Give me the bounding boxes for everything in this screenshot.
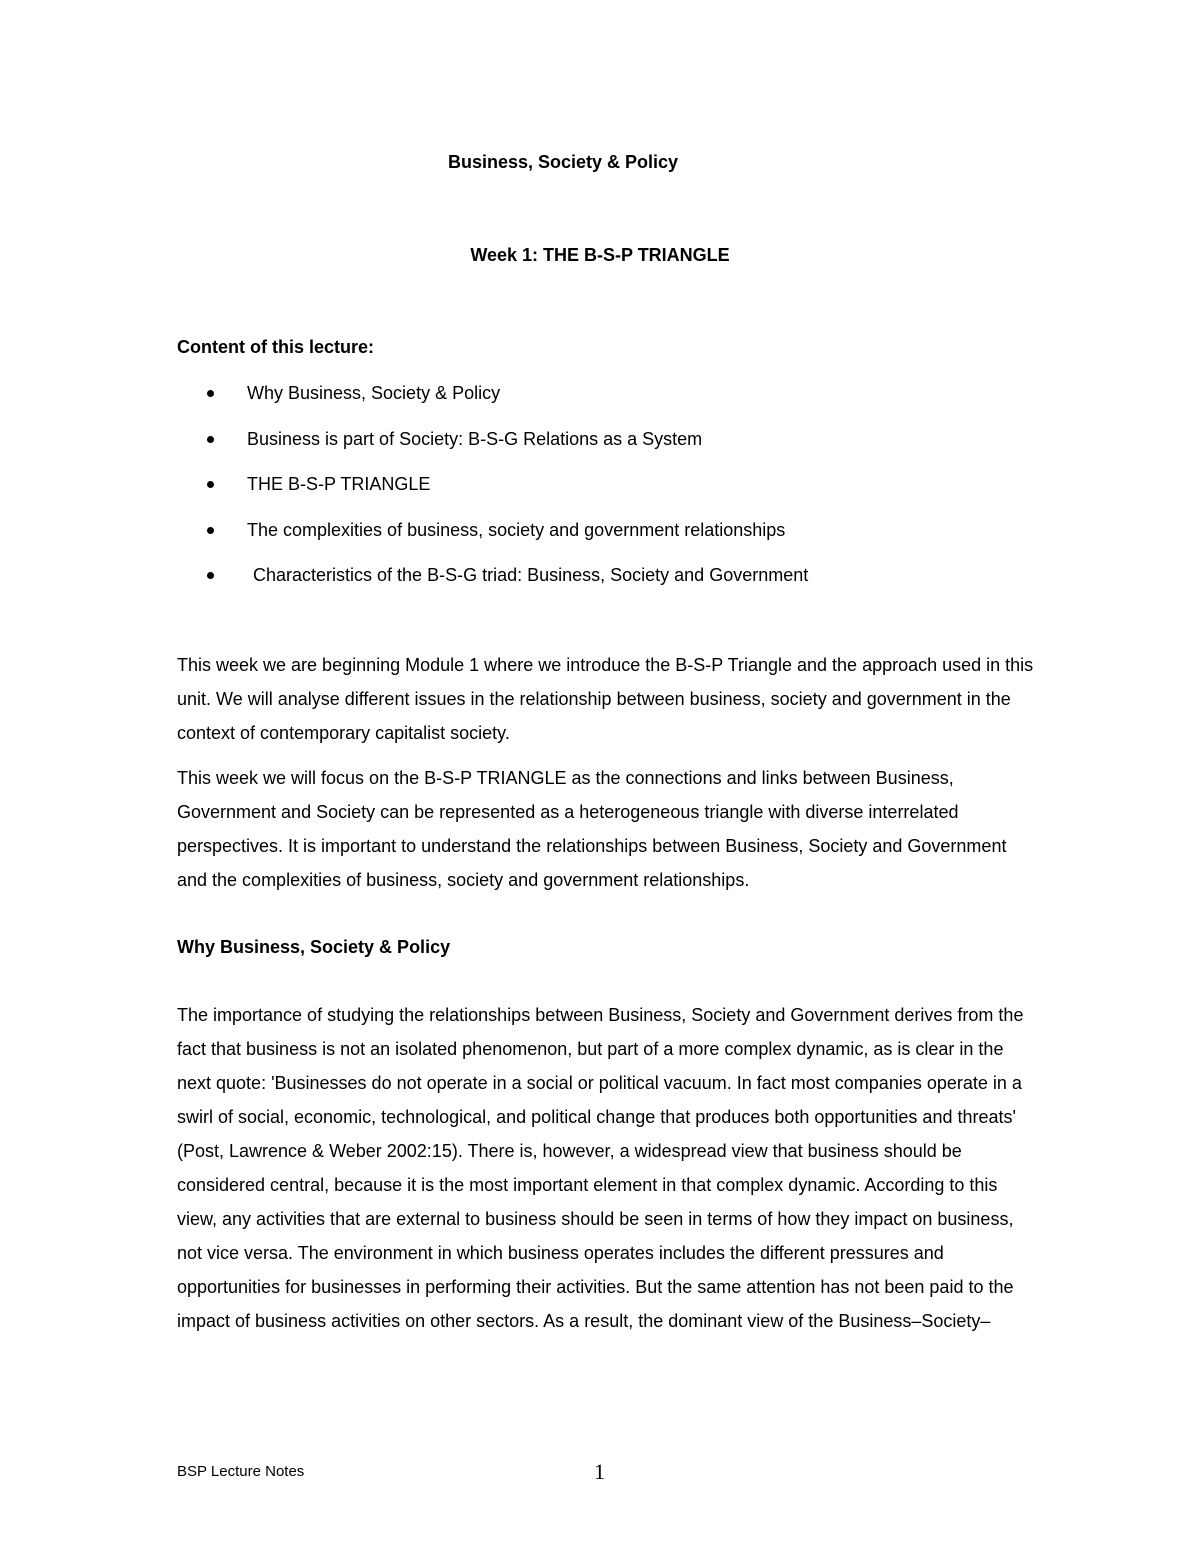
footer-label: BSP Lecture Notes — [177, 1463, 305, 1480]
document-subtitle: Week 1: THE B-S-P TRIANGLE — [470, 245, 730, 265]
list-item-text: Why Business, Society & Policy — [247, 383, 501, 403]
bullet-icon — [207, 481, 214, 488]
bullet-icon — [207, 527, 214, 534]
contents-heading: Content of this lecture: — [177, 337, 374, 357]
body-paragraph: The importance of studying the relationships between Business, Society and Government derives from the fact that business is not an isolated phenomenon, but part of a more complex dynamic, as is clear in the next quote: 'Businesses do not operate in a social or political vacuum. In fact most companies operate in a swirl of social, economic, technological, and political change that produces both opportunities and threats' (Post, Lawrence & Weber 2002:15). There is, however, a widespread view that business should be considered central, because it is the most important element in that complex dynamic. According to this view, any activities that are external to business should be seen in terms of how they impact on business, not vice versa. The environment in which business operates includes the different pressures and opportunities for businesses in performing their activities. But the same attention has not been paid to the impact of business activities on other sectors. As a result, the dominant view of the Business–Society– — [177, 1005, 1024, 1331]
list-item — [177, 427, 1037, 473]
list-item-text: Business is part of Society: B-S-G Relations as a System — [247, 428, 703, 449]
document-title: Business, Society & Policy — [447, 152, 679, 172]
intro-paragraph: This week we are beginning Module 1 where we introduce the B-S-P Triangle and the approach used in this unit. We will analyse different issues in the relationship between business, society and government in the context of contemporary capitalist society. — [177, 655, 1034, 743]
bullet-icon — [207, 390, 214, 397]
contents-list — [177, 381, 1037, 609]
list-item-text: The complexities of business, society and government relationships — [247, 519, 786, 540]
list-item-text: THE B-S-P TRIANGLE — [247, 474, 431, 494]
bullet-icon — [207, 572, 214, 579]
list-item-text: Characteristics of the B-S-G triad: Business, Society and Government — [253, 565, 809, 585]
list-item — [177, 518, 1037, 564]
page-number: 1 — [594, 1459, 605, 1484]
section-heading: Why Business, Society & Policy — [177, 937, 451, 957]
bullet-icon — [207, 436, 214, 443]
intro-paragraph: This week we will focus on the B-S-P TRIANGLE as the connections and links between Business, Government and Society can be represented as a heterogeneous triangle with diverse interrelated perspectives. It is important to understand the relationships between Business, Society and Government and the complexities of business, society and government relationships. — [177, 768, 1007, 890]
list-item — [177, 563, 1037, 609]
list-item — [177, 381, 1037, 427]
list-item — [177, 472, 1037, 518]
